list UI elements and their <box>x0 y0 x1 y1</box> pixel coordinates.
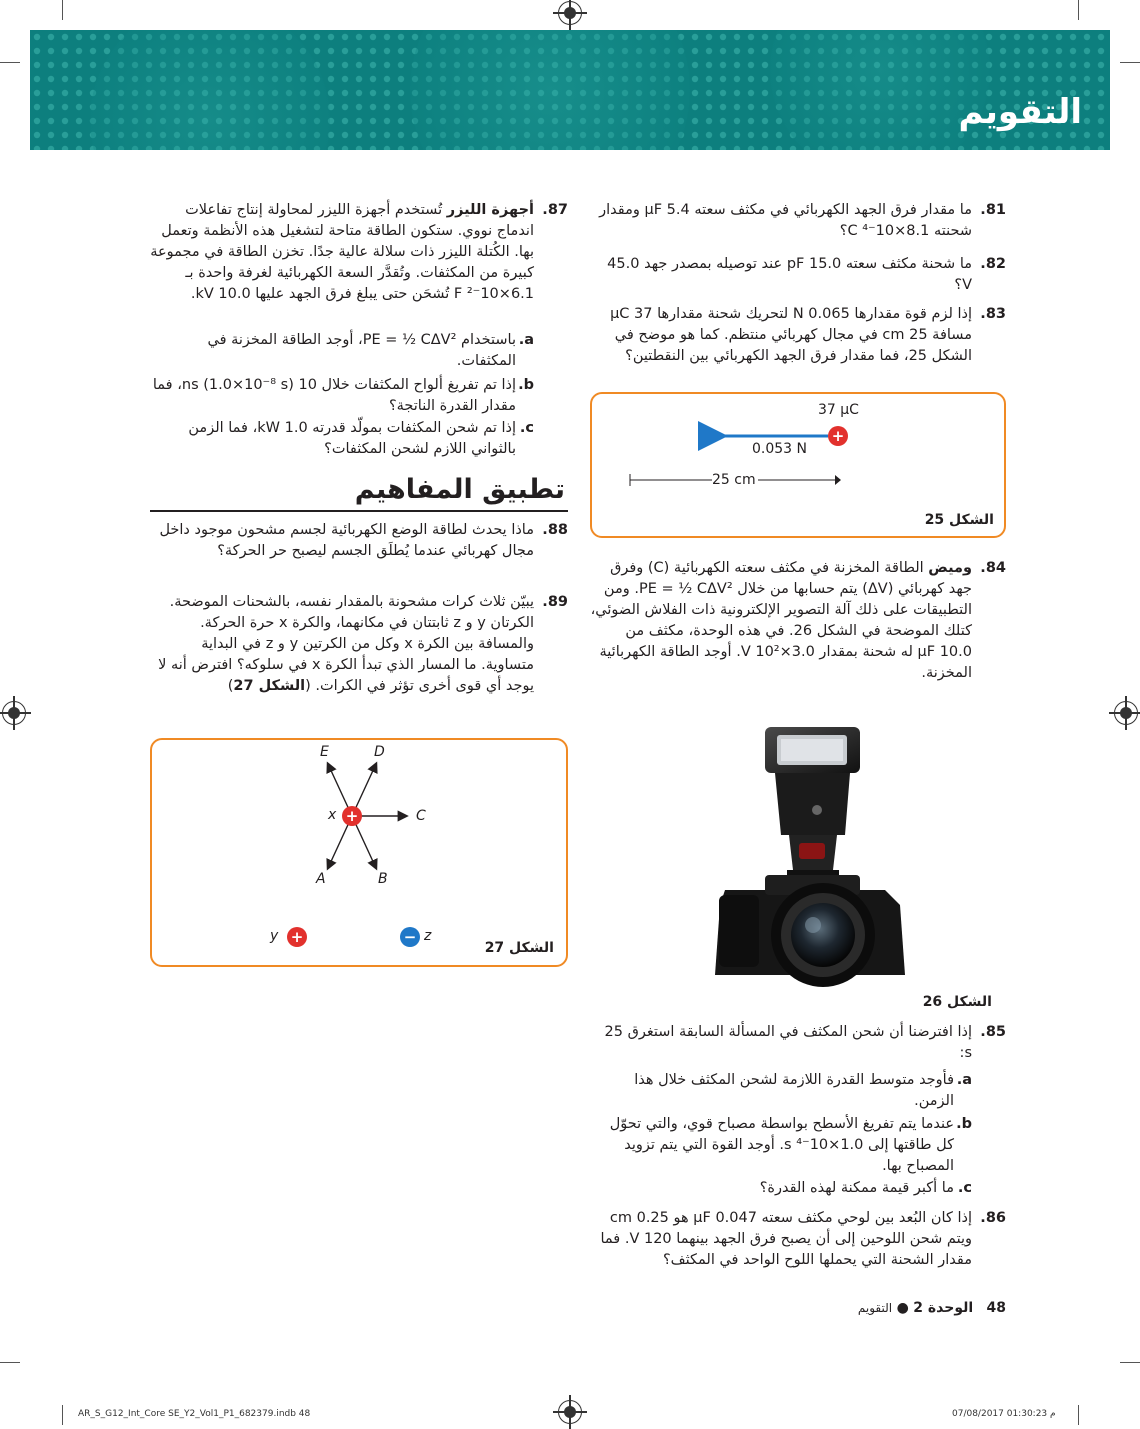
question-86 <box>590 1208 1006 1271</box>
crop-mark <box>1078 1405 1079 1425</box>
question-81 <box>590 200 1006 242</box>
banner-title: التقويم <box>958 92 1082 132</box>
question-87a <box>150 330 534 372</box>
figure-caption: الشكل 25 <box>924 512 994 528</box>
crop-mark <box>62 0 63 20</box>
crop-mark <box>62 1405 63 1425</box>
part-text: إذا تم تفريغ ألواح المكثفات خلال 10 ns (1.0×10⁻⁸ s)، فما مقدار القدرة الناتجة؟ <box>152 377 516 414</box>
question-number: 84. <box>980 560 1006 576</box>
question-87 <box>150 200 568 305</box>
question-lead: وميض <box>928 560 972 576</box>
question-82 <box>590 254 1006 296</box>
question-number: 81. <box>980 202 1006 218</box>
crop-mark <box>1120 62 1140 63</box>
figure-27 <box>150 738 568 967</box>
registration-mark-icon <box>2 701 26 725</box>
question-number: 82. <box>980 256 1006 272</box>
label-z: z <box>424 928 432 944</box>
question-number: 87. <box>542 202 568 218</box>
crop-mark <box>0 1362 20 1363</box>
figure-caption: الشكل 26 <box>922 994 992 1010</box>
question-text: إذا افترضنا أن شحن المكثف في المسألة السابقة استغرق 25 s: <box>604 1024 972 1061</box>
charge-label: 37 μC <box>818 402 859 418</box>
question-number: 83. <box>980 306 1006 322</box>
print-info-left: AR_S_G12_Int_Core SE_Y2_Vol1_P1_682379.indb 48 <box>78 1409 311 1419</box>
svg-text:+: + <box>290 928 304 946</box>
section-rule <box>150 510 568 512</box>
crop-mark <box>0 62 20 63</box>
question-number: 85. <box>980 1024 1006 1040</box>
part-label: c. <box>519 420 534 436</box>
svg-text:+: + <box>345 807 359 825</box>
footer-label: التقويم <box>857 1301 893 1315</box>
registration-mark-icon <box>558 1 582 25</box>
part-text: إذا تم شحن المكثفات بمولّد قدرته 1.0 kW، فما الزمن بالثواني اللازم لشحن المكثفات؟ <box>188 420 516 457</box>
svg-text:+: + <box>831 427 845 445</box>
part-label: b. <box>956 1116 972 1132</box>
question-text: ما شحنة مكثف سعته 15.0 pF عند توصيله بمصدر جهد 45.0 V؟ <box>607 256 972 293</box>
part-text: باستخدام PE = ½ CΔV²، أوجد الطاقة المخزنة في المكثفات. <box>207 332 516 369</box>
part-label: a. <box>518 332 534 348</box>
banner-pattern <box>30 30 1110 150</box>
question-87b <box>150 375 534 417</box>
force-label: 0.053 N <box>752 441 808 457</box>
question-number: 86. <box>980 1210 1006 1226</box>
question-85 <box>590 1022 1006 1064</box>
chapter-banner <box>30 30 1110 150</box>
label-A: A <box>316 871 326 887</box>
svg-text:−: − <box>403 928 417 946</box>
section-header: تطبيق المفاهيم <box>354 474 565 505</box>
figure-27-diagram <box>152 740 566 965</box>
crop-mark <box>1120 1362 1140 1363</box>
question-text: تُستخدم أجهزة الليزر لمحاولة إنتاج تفاعلات اندماج نووي. ستكون الطاقة متاحة لتشغيل هذه الأنظمة وتعمل بها. الكُتلة الليزر ذات سلالة عالية جدًا. تخزن الطاقة في مجموعة كبيرة من المكثفات. وتُقدَّر السعة الكهربائية لغرفة واحدة بـ 6.1×10⁻² F تُشحَن حتى يبلغ فرق الجهد عليها 10.0 kV. <box>150 202 534 302</box>
question-87c <box>150 418 534 460</box>
page-number: 48 <box>986 1300 1006 1316</box>
question-text: إذا كان البُعد بين لوحي مكثف سعته 0.047 μF هو 0.25 cm ويتم شحن اللوحين إلى أن يصبح فرق الجهد بينهما 120 V. فما مقدار الشحنة التي يحملها اللوح الواحد في المكثف؟ <box>600 1210 972 1268</box>
figure-reference: الشكل 27 <box>233 678 306 694</box>
question-83 <box>590 304 1006 367</box>
label-B: B <box>378 871 388 887</box>
part-text: ما أكبر قيمة ممكنة لهذه القدرة؟ <box>759 1180 954 1196</box>
page-footer <box>858 1300 1006 1316</box>
footer-bullet: ● <box>896 1300 909 1316</box>
unit-label: الوحدة 2 <box>913 1300 974 1316</box>
part-label: b. <box>518 377 534 393</box>
label-C: C <box>416 808 426 824</box>
question-84 <box>590 558 1006 684</box>
crop-mark <box>1078 0 1079 20</box>
question-number: 89. <box>542 594 568 610</box>
question-text: إذا لزم قوة مقدارها 0.065 N لتحريك شحنة مقدارها 37 μC مسافة 25 cm في مجال كهربائي منتظم. كما هو موضح في الشكل 25، فما مقدار فرق الجهد الكهربائي بين النقطتين؟ <box>610 306 972 364</box>
question-89: 89. يبيّن ثلاث كرات مشحونة بالمقدار نفسه، بالشحنات الموضحة. الكرتان y و z ثابتتان في مكانهما، والكرة x حرة الحركة. والمسافة بين الكرة x وكل من الكرتين y و z في البداية متساوية. ما المسار الذي تبدأ الكرة x في سلوكه؟ افترض أنه لا يوجد أي قوى أخرى تؤثر في الكرات. (الشكل 27) <box>158 594 568 694</box>
question-text: ما مقدار فرق الجهد الكهربائي في مكثف سعته 5.4 μF ومقدار شحنته 8.1×10⁻⁴ C؟ <box>599 202 972 239</box>
distance-label: 25 cm <box>712 472 756 488</box>
registration-mark-icon <box>558 1400 582 1424</box>
question-85b <box>590 1114 972 1177</box>
question-lead: أجهزة الليزر <box>446 202 534 218</box>
label-y: y <box>270 928 279 944</box>
part-label: a. <box>956 1072 972 1088</box>
label-E: E <box>320 744 329 760</box>
registration-mark-icon <box>1114 701 1138 725</box>
part-label: c. <box>957 1180 972 1196</box>
label-x: x <box>328 807 337 823</box>
figure-caption: الشكل 27 <box>484 940 554 956</box>
question-88 <box>150 520 568 562</box>
question-number: 88. <box>542 522 568 538</box>
question-85a <box>590 1070 972 1112</box>
figure-25 <box>590 392 1006 538</box>
part-text: فأوجد متوسط القدرة اللازمة لشحن المكثف خلال هذا الزمن. <box>634 1072 954 1109</box>
part-text: عندما يتم تفريغ الأسطح بواسطة مصباح قوي، والتي تحوّل كل طاقتها إلى 1.0×10⁻⁴ s. أوجد القوة التي يتم تزويد المصباح بها. <box>609 1116 954 1174</box>
label-D: D <box>374 744 385 760</box>
print-info-right: 07/08/2017 01:30:23 م <box>952 1409 1056 1419</box>
question-85c <box>590 1178 972 1199</box>
question-text: ماذا يحدث لطاقة الوضع الكهربائية لجسم مشحون موجود داخل مجال كهربائي عندما يُطلَق الجسم ليصبح حر الحركة؟ <box>159 522 534 559</box>
question-text: الطاقة المخزنة في مكثف سعته الكهربائية (C) وفرق جهد كهربائي (ΔV) يتم حسابها من خلال PE = ½ CΔV². ومن التطبيقات على ذلك آلة التصوير الإلكترونية ذات الفلاش الضوئي، كتلك الموضحة في الشكل 26. في هذه الوحدة، مكثف من 10.0 μF له شحنة بمقدار 3.0×10² V. أوجد الطاقة الكهربائية المخزنة. <box>590 560 972 681</box>
camera-flash-photo <box>705 725 920 990</box>
question-text: يبيّن ثلاث كرات مشحونة بالمقدار نفسه، بالشحنات الموضحة. الكرتان y و z ثابتتان في مكانهما، والكرة x حرة الحركة. والمسافة بين الكرة x وكل من الكرتين y و z في البداية متساوية. ما المسار الذي تبدأ الكرة x في سلوكه؟ افترض أنه لا يوجد أي قوى أخرى تؤثر في الكرات. <box>158 594 534 694</box>
